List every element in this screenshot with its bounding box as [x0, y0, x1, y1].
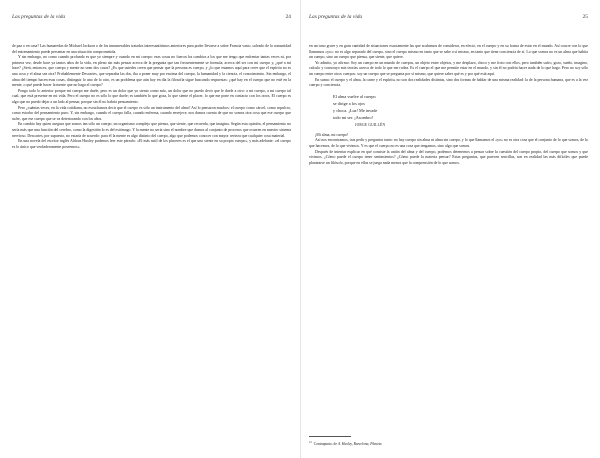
verse-quotation: [333, 93, 588, 129]
book-gutter: [300, 0, 301, 458]
paragraph: Después de intentar explicar en qué consiste la unión del alma y del cuerpo, podemos detenernos a pensar sobre la cuestión del cuerpo propio, del cuerpo que somos y que vivimos. ¿Cómo puede el cuerpo tener sentimientos? ¿Cómo puede la materia pensar? Estas preguntas, que parecen sencillas, son en realidad las más difíciles que puede plantearse un filósofo, porque en ellas se juega nada menos que la comprensión de lo que somos.: [309, 149, 588, 165]
left-page: [10, 0, 293, 458]
paragraph: Yo admito, yo afirmo: Soy un cuerpo en un mundo de cuerpos, un objeto entre objetos, y me desplazo, choco y me froto con ellos, pero también sufro, gozo, sueño, imagino, calculo y construyo mis teorías acerca de todo lo que me rodea. Es el cuerpo el que me permite estar en el mundo, y sin él no podría hacer nada de lo que hago. Pero no soy sólo un cuerpo entre otros cuerpos: soy un cuerpo que se pregunta por sí mismo, que quiere saber qué es y por qué está aquí.: [309, 60, 588, 76]
running-head-right: [307, 14, 590, 24]
running-title-left: Las preguntas de la vida: [12, 14, 66, 20]
footnote-text: Contrapunto, de: [313, 442, 338, 447]
verse-line: todo mi ser. ¡Asombro!: [333, 115, 374, 121]
page-number-left: 24: [285, 14, 291, 20]
running-head-left: [10, 14, 293, 24]
footnote-mark: 12: [309, 441, 312, 444]
paragraph: Y sin embargo, no como cuando profundo es que yo siempre y cuando en mi cuerpo: esas cosas no fueron los cambios a los que me tengo que enfrentar tantas veces ni, por primera vez, desde hace ya tantos años de la vida, en pleno sin más pensar acerca de la pregunta que tan frecuentemente se formula, acerca del ser con mi cuerpo y, ¿qué a mí hace? ¿Será, entonces, que cuerpo y mente no sean dos cosas? ¿Es que ustedes creen que pensar que la persona es cuerpo, y ¿lo que estamos aquí para creer que el espíritu no es una cosa y el alma sea otra? Probablemente Descartes, que separaba las dos, iba a poner muy por encima del cuerpo, la humanidad y la ciencia, el conocimiento. Sin embargo, el alma del tiempo hacen esas cosas, distinguir lo uno de lo otro, es un problema que aún hoy en día la filosofía sigue buscando respuestas: ¿qué hay en el cuerpo que no esté en la mente, o qué puede hacer la mente que no haga el cuerpo?: [12, 55, 291, 88]
verse-line: El alma vuelve al cuerpo: [333, 93, 376, 99]
verse-attribution: JORGE GUILLÉN: [355, 122, 386, 127]
body-text-left: [12, 44, 291, 150]
page-number-right: 25: [582, 14, 588, 20]
paragraph: En suma: el cuerpo y el alma, la carne y el espíritu, no son dos realidades distintas, sino dos formas de hablar de una misma realidad: la de la persona humana, que es a la vez cuerpo y conciencia.: [309, 77, 588, 88]
footnote: [309, 440, 588, 447]
paragraph: Pongo todo lo anterior porque mi cuerpo me duele, pero es un dolor que yo siento como mío, un dolor que no puedo decir que le duele a otro: a mi cuerpo, a mi cuerpo tal cual, que está presente en mi vida. Pero el cuerpo no es sólo lo que duele; es también lo que goza, lo que siente el placer, lo que me pone en contacto con los otros. El cuerpo es algo que no puedo dejar a un lado al pensar, porque sin él no habría pensamiento.: [12, 88, 291, 104]
body-text-right: [309, 44, 588, 166]
verse-line: se dirige a los ojos: [333, 100, 365, 106]
right-page: [307, 0, 590, 458]
running-title-right: Las preguntas de la vida: [309, 14, 363, 20]
paragraph: Así nos encontramos, tras pedir y preguntar tanto: no hay cuerpo sin alma ni alma sin cuerpo, y lo que llamamos el «yo» no es otra cosa que el conjunto de lo que somos, de lo que hacemos, de lo que vivimos. Y es que el cuerpo no es una cosa que tengamos, sino algo que somos.: [309, 138, 588, 148]
paragraph: de paz o en casa? Las humaredas de Michael Jackson o de los innumerables tratados interesantísimos anteriores para poder llevarse a sobre Francia vasto, salvado de la comunidad del entrenamiento puede presentar en una situación comprometida.: [12, 44, 291, 54]
paragraph: Pero ¿cuántas veces, en la vida cotidiana, no escuchamos decir que el cuerpo es sólo un instrumento del alma? Así lo pensaron muchos: el cuerpo como cárcel, como sepulcro, como estorbo del pensamiento puro. Y, sin embargo, cuando el cuerpo falla, cuando enferma, cuando envejece, nos damos cuenta de que no somos otra cosa que ese cuerpo que sufre, que ese cuerpo que se va deteriorando con los años.: [12, 105, 291, 121]
verse-line: y choca. ¡Luz! Me invade: [333, 108, 378, 114]
paragraph: ¡Mi alma, mi cuerpo!: [315, 132, 349, 137]
paragraph: En cambio hay quien asegura que somos tan sólo un cuerpo, un organismo complejo que piensa, que siente, que recuerda, que imagina. Según esta opinión, el pensamiento no sería más que una función del cerebro, como la digestión lo es del estómago. Y la mente no sería sino el nombre que damos al conjunto de procesos que ocurren en nuestro sistema nervioso. Descartes, por supuesto, no estaría de acuerdo: para él la mente es algo distinto del cuerpo, algo que podemos conocer con mayor certeza que cualquier cosa material.: [12, 122, 291, 138]
paragraph: en un tono grave y en gran cantidad de situaciones exactamente las que acabamos de considerar, en efecto, en el cuerpo y en su forma de estar en el mundo. Así ocurre con lo que llamamos «yo»: no es algo separado del cuerpo, sino el cuerpo mismo en tanto que se sabe a sí mismo, en tanto que tiene conciencia de sí. Lo que somos no es un alma que habita un cuerpo, sino un cuerpo que piensa, que siente, que quiere.: [309, 44, 588, 60]
footnote-source: A. Huxley, Barcelona, Planeta.: [337, 442, 383, 447]
paragraph: En una novela del escritor inglés Aldous Huxley podemos leer este párrafo: «El más sutil de los placeres es el que uno siente en su propio cuerpo», y más adelante: «el cuerpo es lo único que verdaderamente poseemos».: [12, 139, 291, 149]
footnote-rule: [309, 436, 351, 437]
